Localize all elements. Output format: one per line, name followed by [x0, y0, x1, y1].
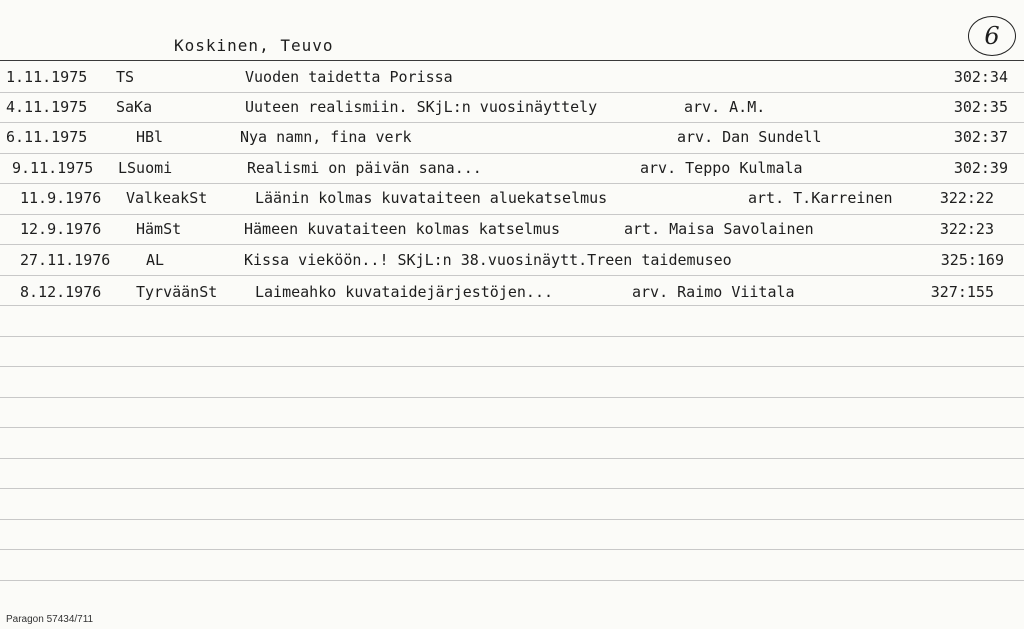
entry-row: [0, 283, 1024, 307]
entry-row: [0, 159, 1024, 183]
entry-ref: 322:22: [939, 189, 994, 207]
entry-source: HämSt: [136, 220, 182, 238]
entry-source: AL: [146, 251, 165, 269]
rule-line: [0, 366, 1024, 367]
entry-title: Vuoden taidetta Porissa: [245, 68, 453, 86]
entry-source: TyrväänSt: [136, 283, 218, 301]
entry-date: 27.11.1976: [20, 251, 111, 269]
entry-source: ValkeakSt: [126, 189, 208, 207]
entry-row: [0, 220, 1024, 244]
rule-line: [0, 458, 1024, 459]
entry-ref: 325:169: [940, 251, 1004, 269]
rule-line: [0, 122, 1024, 123]
rule-line: [0, 519, 1024, 520]
entry-source: HBl: [136, 128, 164, 146]
entry-title: Läänin kolmas kuvataiteen aluekatselmus: [255, 189, 608, 207]
entry-title: Uuteen realismiin. SKjL:n vuosinäyttely: [245, 98, 598, 116]
entry-date: 1.11.1975: [6, 68, 88, 86]
rule-line: [0, 580, 1024, 581]
entry-ref: 322:23: [939, 220, 994, 238]
card-title-name: Koskinen, Teuvo: [174, 36, 334, 55]
entry-row: [0, 251, 1024, 275]
entry-date: 8.12.1976: [20, 283, 102, 301]
entry-title: Nya namn, fina verk: [240, 128, 412, 146]
entry-ref: 302:34: [953, 68, 1008, 86]
entry-reviewer: art. Maisa Savolainen: [624, 220, 814, 238]
rule-line: [0, 427, 1024, 428]
rule-line: [0, 275, 1024, 276]
entry-reviewer: arv. A.M.: [684, 98, 766, 116]
entry-reviewer: arv. Dan Sundell: [677, 128, 822, 146]
entry-title: Laimeahko kuvataidejärjestöjen...: [255, 283, 554, 301]
rule-line: [0, 549, 1024, 550]
entry-row: [0, 68, 1024, 92]
entry-date: 12.9.1976: [20, 220, 102, 238]
entry-date: 11.9.1976: [20, 189, 102, 207]
rule-line: [0, 488, 1024, 489]
rule-line: [0, 336, 1024, 337]
entry-date: 4.11.1975: [6, 98, 88, 116]
entry-source: TS: [116, 68, 135, 86]
entry-source: SaKa: [116, 98, 153, 116]
entry-reviewer: art. T.Karreinen: [748, 189, 893, 207]
rule-line: [0, 214, 1024, 215]
entry-ref: 302:35: [953, 98, 1008, 116]
entry-reviewer: arv. Teppo Kulmala: [640, 159, 803, 177]
rule-line: [0, 153, 1024, 154]
entry-row: [0, 98, 1024, 122]
entry-title: Hämeen kuvataiteen kolmas katselmus: [244, 220, 561, 238]
rule-line: [0, 183, 1024, 184]
entry-title: Realismi on päivän sana...: [247, 159, 482, 177]
entry-date: 9.11.1975: [12, 159, 94, 177]
card-number-circle: 6: [968, 16, 1016, 56]
rule-line: [0, 397, 1024, 398]
entry-row: [0, 189, 1024, 213]
entry-reviewer: arv. Raimo Viitala: [632, 283, 795, 301]
header-rule: [0, 60, 1024, 61]
entry-ref: 302:39: [953, 159, 1008, 177]
rule-line: [0, 92, 1024, 93]
rule-line: [0, 244, 1024, 245]
card-brand-footer: Paragon 57434/711: [6, 614, 94, 625]
entry-ref: 302:37: [953, 128, 1008, 146]
entry-row: [0, 128, 1024, 152]
entry-source: LSuomi: [118, 159, 173, 177]
entry-title: Kissa vieköön..! SKjL:n 38.vuosinäytt.Treen taidemuseo: [244, 251, 732, 269]
entry-ref: 327:155: [930, 283, 994, 301]
entry-date: 6.11.1975: [6, 128, 88, 146]
